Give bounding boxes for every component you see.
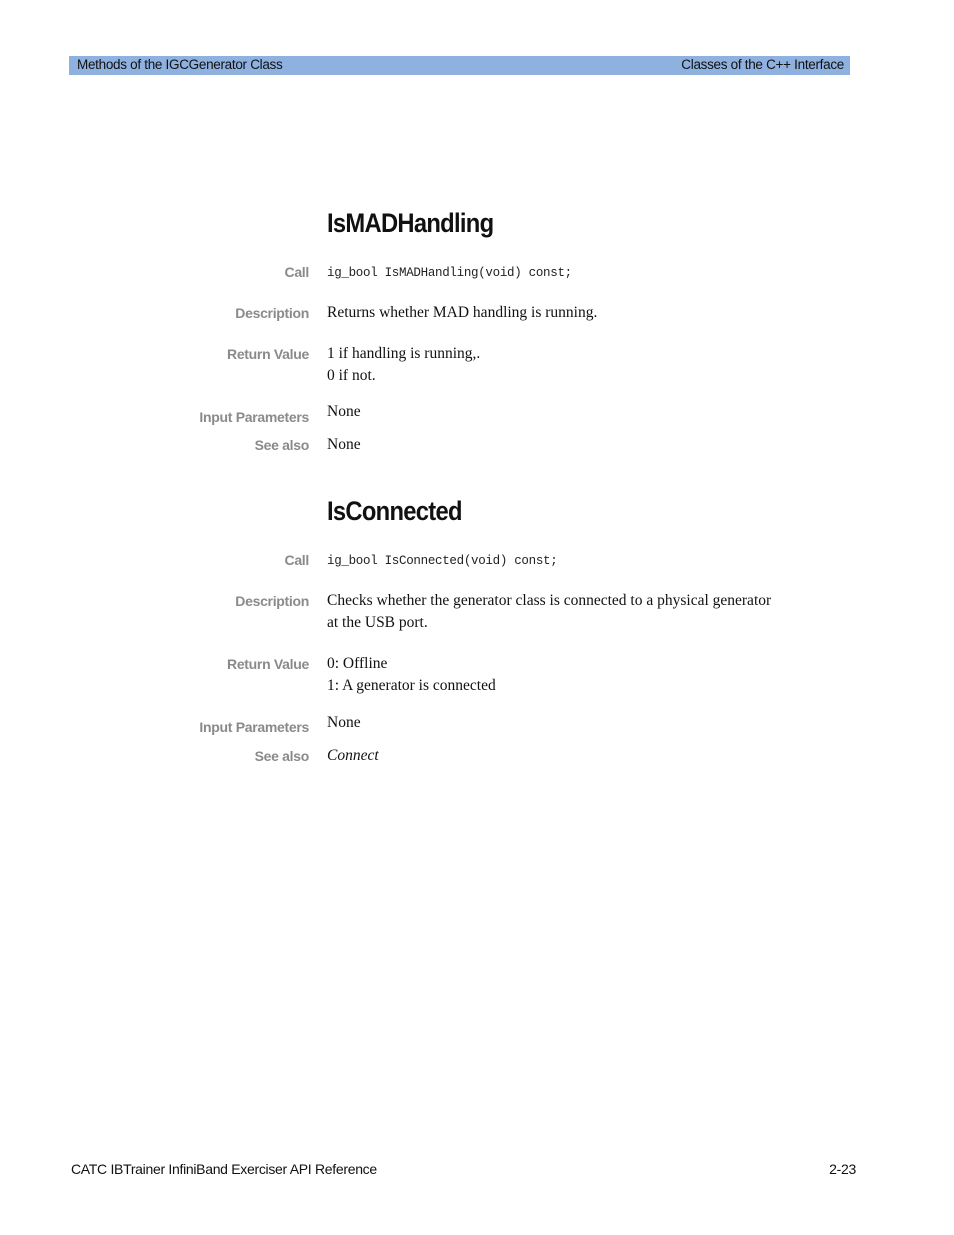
input-parameters-label: Input Parameters [199, 409, 309, 425]
header-section-title: Classes of the C++ Interface [681, 57, 844, 72]
see-also-label: See also [254, 437, 309, 453]
call-label: Call [284, 264, 309, 280]
return-value-line: 1: A generator is connected [327, 677, 496, 694]
description-label: Description [235, 593, 309, 609]
description-text: Checks whether the generator class is connected to a physical generator [327, 592, 772, 609]
description-label: Description [235, 305, 309, 321]
page-number: 2-23 [829, 1161, 856, 1177]
return-value-label: Return Value [227, 346, 309, 362]
input-parameters-value: None [327, 714, 361, 731]
input-parameters-label: Input Parameters [199, 719, 309, 735]
call-signature: ig_bool IsMADHandling(void) const; [327, 266, 572, 280]
see-also-value: None [327, 436, 361, 453]
description-text: Returns whether MAD handling is running. [327, 304, 598, 321]
method-title: IsMADHandling [327, 208, 494, 238]
see-also-label: See also [254, 748, 309, 764]
return-value-line: 0: Offline [327, 655, 388, 672]
description-text: at the USB port. [327, 614, 428, 631]
input-parameters-value: None [327, 403, 361, 420]
footer-document-title: CATC IBTrainer InfiniBand Exerciser API Reference [71, 1161, 377, 1177]
see-also-link[interactable]: Connect [327, 747, 379, 764]
method-title: IsConnected [327, 496, 462, 526]
return-value-line: 0 if not. [327, 367, 376, 384]
page-header [69, 56, 850, 75]
return-value-line: 1 if handling is running,. [327, 345, 481, 362]
return-value-label: Return Value [227, 656, 309, 672]
call-signature: ig_bool IsConnected(void) const; [327, 554, 558, 568]
call-label: Call [284, 552, 309, 568]
header-chapter-title: Methods of the IGCGenerator Class [77, 57, 283, 72]
